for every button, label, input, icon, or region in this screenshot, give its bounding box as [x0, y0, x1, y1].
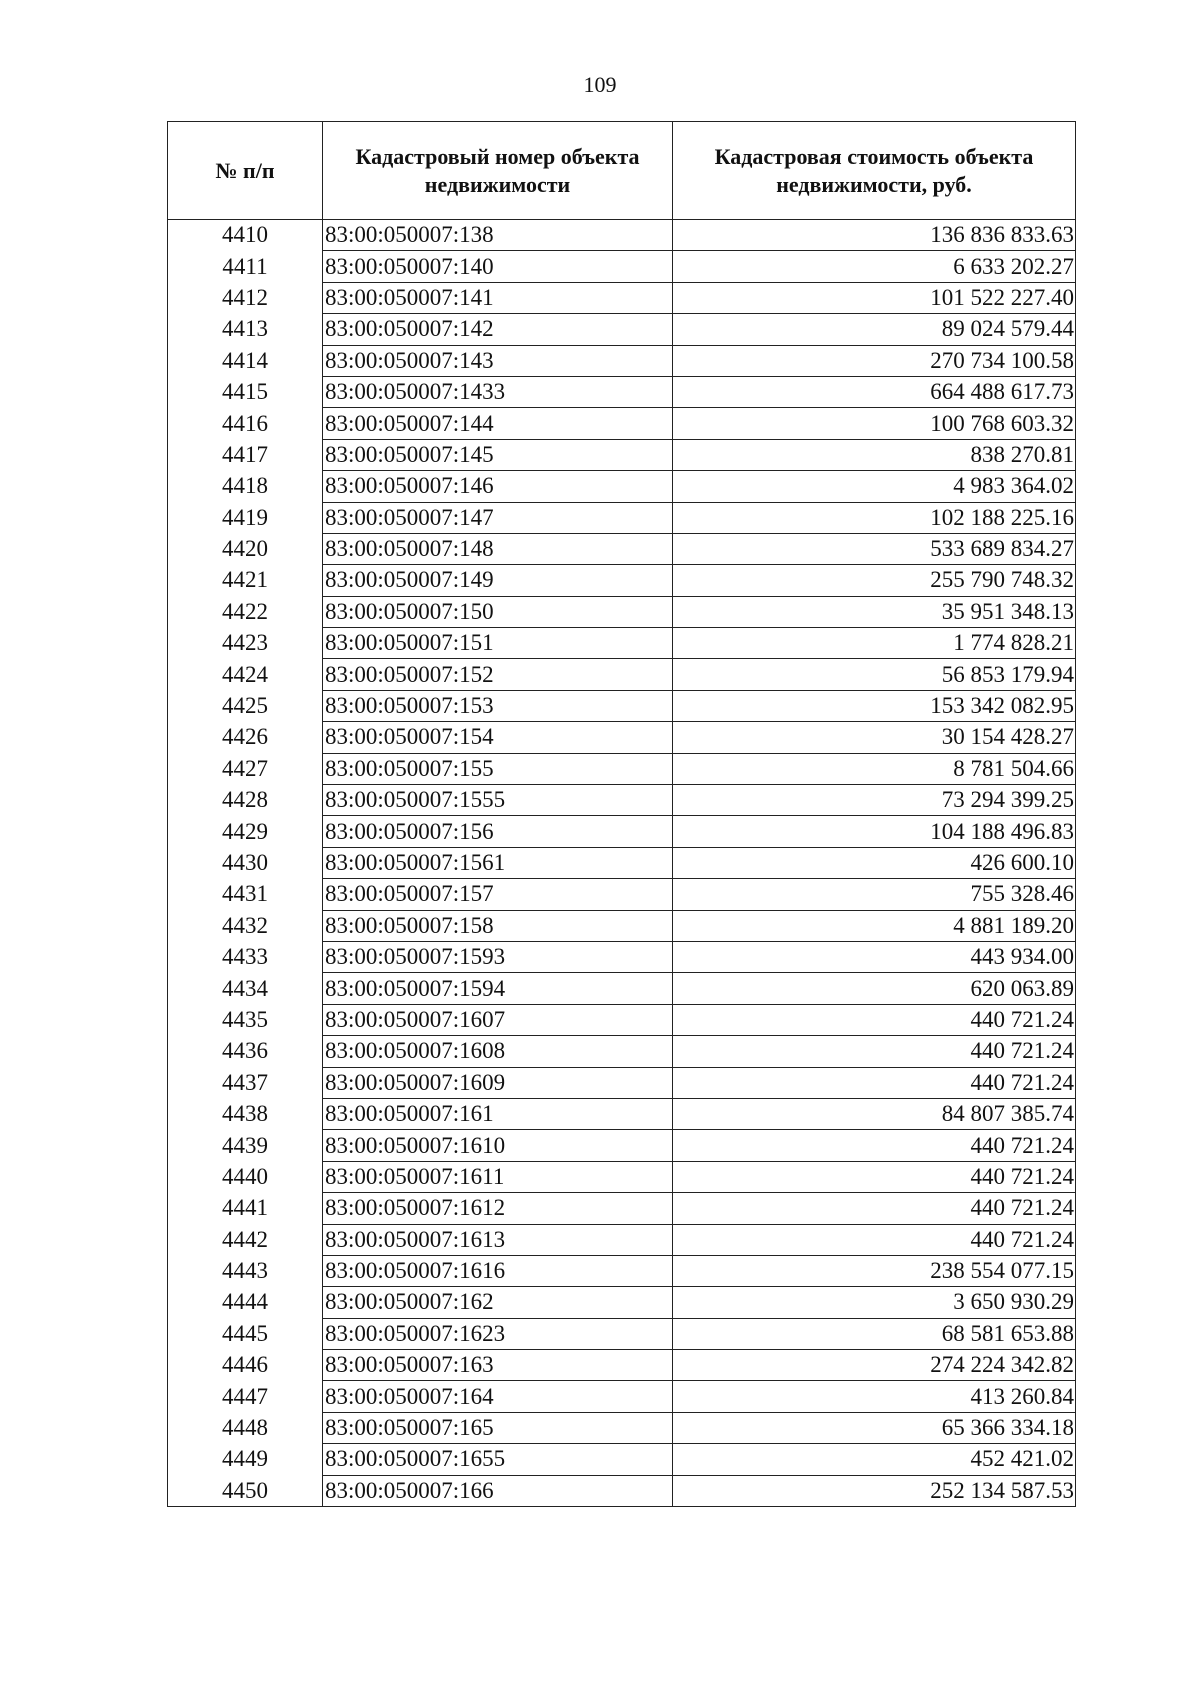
cadastral-value-cell: 426 600.10 — [673, 847, 1076, 878]
table-row — [168, 1381, 1076, 1412]
cadastral-value-cell: 252 134 587.53 — [673, 1475, 1076, 1506]
cadastral-number-cell: 83:00:050007:1593 — [323, 941, 673, 972]
cadastral-value-table — [167, 121, 1076, 1507]
cadastral-value-cell: 255 790 748.32 — [673, 565, 1076, 596]
cadastral-value-cell: 35 951 348.13 — [673, 596, 1076, 627]
cadastral-number-cell: 83:00:050007:157 — [323, 879, 673, 910]
table-row — [168, 1350, 1076, 1381]
cadastral-value-cell: 440 721.24 — [673, 1036, 1076, 1067]
cadastral-number-cell: 83:00:050007:1623 — [323, 1318, 673, 1349]
table-row — [168, 1036, 1076, 1067]
column-header-number: № п/п — [168, 122, 323, 220]
row-number-cell: 4436 — [168, 1036, 323, 1067]
cadastral-value-cell: 104 188 496.83 — [673, 816, 1076, 847]
table-row — [168, 690, 1076, 721]
cadastral-number-cell: 83:00:050007:163 — [323, 1350, 673, 1381]
table-body — [168, 220, 1076, 1507]
cadastral-number-cell: 83:00:050007:1613 — [323, 1224, 673, 1255]
cadastral-number-cell: 83:00:050007:154 — [323, 722, 673, 753]
cadastral-value-cell: 270 734 100.58 — [673, 345, 1076, 376]
cadastral-value-cell: 30 154 428.27 — [673, 722, 1076, 753]
row-number-cell: 4435 — [168, 1004, 323, 1035]
table-row — [168, 1412, 1076, 1443]
cadastral-value-cell: 101 522 227.40 — [673, 282, 1076, 313]
cadastral-value-cell: 6 633 202.27 — [673, 251, 1076, 282]
row-number-cell: 4431 — [168, 879, 323, 910]
row-number-cell: 4428 — [168, 785, 323, 816]
cadastral-value-cell: 153 342 082.95 — [673, 690, 1076, 721]
row-number-cell: 4414 — [168, 345, 323, 376]
row-number-cell: 4449 — [168, 1444, 323, 1475]
row-number-cell: 4419 — [168, 502, 323, 533]
cadastral-number-cell: 83:00:050007:156 — [323, 816, 673, 847]
cadastral-value-cell: 440 721.24 — [673, 1004, 1076, 1035]
cadastral-value-cell: 4 983 364.02 — [673, 471, 1076, 502]
cadastral-number-cell: 83:00:050007:155 — [323, 753, 673, 784]
table-row — [168, 565, 1076, 596]
table-row — [168, 1067, 1076, 1098]
cadastral-value-cell: 664 488 617.73 — [673, 376, 1076, 407]
cadastral-value-cell: 4 881 189.20 — [673, 910, 1076, 941]
row-number-cell: 4442 — [168, 1224, 323, 1255]
table-row — [168, 1444, 1076, 1475]
cadastral-number-cell: 83:00:050007:166 — [323, 1475, 673, 1506]
cadastral-value-cell: 8 781 504.66 — [673, 753, 1076, 784]
cadastral-value-cell: 73 294 399.25 — [673, 785, 1076, 816]
row-number-cell: 4433 — [168, 941, 323, 972]
row-number-cell: 4430 — [168, 847, 323, 878]
table-row — [168, 722, 1076, 753]
table-row — [168, 471, 1076, 502]
row-number-cell: 4418 — [168, 471, 323, 502]
cadastral-value-cell: 274 224 342.82 — [673, 1350, 1076, 1381]
row-number-cell: 4421 — [168, 565, 323, 596]
cadastral-value-cell: 84 807 385.74 — [673, 1098, 1076, 1129]
table-row — [168, 596, 1076, 627]
row-number-cell: 4440 — [168, 1161, 323, 1192]
cadastral-number-cell: 83:00:050007:140 — [323, 251, 673, 282]
cadastral-number-cell: 83:00:050007:142 — [323, 314, 673, 345]
table-header-row — [168, 122, 1076, 220]
cadastral-number-cell: 83:00:050007:1433 — [323, 376, 673, 407]
table-row — [168, 1475, 1076, 1506]
cadastral-value-cell: 68 581 653.88 — [673, 1318, 1076, 1349]
row-number-cell: 4448 — [168, 1412, 323, 1443]
cadastral-value-cell: 413 260.84 — [673, 1381, 1076, 1412]
cadastral-number-cell: 83:00:050007:1607 — [323, 1004, 673, 1035]
table-row — [168, 628, 1076, 659]
table-row — [168, 376, 1076, 407]
table-row — [168, 314, 1076, 345]
table-row — [168, 941, 1076, 972]
cadastral-value-cell: 533 689 834.27 — [673, 533, 1076, 564]
row-number-cell: 4426 — [168, 722, 323, 753]
row-number-cell: 4445 — [168, 1318, 323, 1349]
cadastral-number-cell: 83:00:050007:152 — [323, 659, 673, 690]
row-number-cell: 4450 — [168, 1475, 323, 1506]
cadastral-value-cell: 65 366 334.18 — [673, 1412, 1076, 1443]
cadastral-number-cell: 83:00:050007:138 — [323, 220, 673, 251]
table-row — [168, 1098, 1076, 1129]
table-row — [168, 1161, 1076, 1192]
cadastral-number-cell: 83:00:050007:1609 — [323, 1067, 673, 1098]
table-row — [168, 1193, 1076, 1224]
row-number-cell: 4425 — [168, 690, 323, 721]
row-number-cell: 4416 — [168, 408, 323, 439]
cadastral-number-cell: 83:00:050007:1608 — [323, 1036, 673, 1067]
cadastral-number-cell: 83:00:050007:1655 — [323, 1444, 673, 1475]
row-number-cell: 4412 — [168, 282, 323, 313]
table-row — [168, 408, 1076, 439]
cadastral-value-cell: 89 024 579.44 — [673, 314, 1076, 345]
row-number-cell: 4420 — [168, 533, 323, 564]
cadastral-value-cell: 440 721.24 — [673, 1193, 1076, 1224]
table-row — [168, 502, 1076, 533]
row-number-cell: 4417 — [168, 439, 323, 470]
cadastral-value-cell: 136 836 833.63 — [673, 220, 1076, 251]
cadastral-value-cell: 102 188 225.16 — [673, 502, 1076, 533]
cadastral-number-cell: 83:00:050007:144 — [323, 408, 673, 439]
row-number-cell: 4424 — [168, 659, 323, 690]
column-header-cadastral-value: Кадастровая стоимость объекта недвижимости, руб. — [673, 122, 1076, 220]
table-row — [168, 879, 1076, 910]
table-row — [168, 753, 1076, 784]
table-row — [168, 1287, 1076, 1318]
row-number-cell: 4441 — [168, 1193, 323, 1224]
cadastral-number-cell: 83:00:050007:147 — [323, 502, 673, 533]
row-number-cell: 4447 — [168, 1381, 323, 1412]
table-row — [168, 439, 1076, 470]
cadastral-number-cell: 83:00:050007:162 — [323, 1287, 673, 1318]
row-number-cell: 4427 — [168, 753, 323, 784]
row-number-cell: 4439 — [168, 1130, 323, 1161]
cadastral-value-cell: 620 063.89 — [673, 973, 1076, 1004]
cadastral-number-cell: 83:00:050007:158 — [323, 910, 673, 941]
row-number-cell: 4423 — [168, 628, 323, 659]
table-header — [168, 122, 1076, 220]
cadastral-number-cell: 83:00:050007:149 — [323, 565, 673, 596]
table-row — [168, 1224, 1076, 1255]
table-row — [168, 785, 1076, 816]
row-number-cell: 4411 — [168, 251, 323, 282]
cadastral-number-cell: 83:00:050007:1610 — [323, 1130, 673, 1161]
row-number-cell: 4438 — [168, 1098, 323, 1129]
table-row — [168, 1318, 1076, 1349]
cadastral-value-cell: 440 721.24 — [673, 1161, 1076, 1192]
cadastral-number-cell: 83:00:050007:1616 — [323, 1255, 673, 1286]
table-row — [168, 282, 1076, 313]
cadastral-value-cell: 56 853 179.94 — [673, 659, 1076, 690]
cadastral-number-cell: 83:00:050007:1594 — [323, 973, 673, 1004]
row-number-cell: 4434 — [168, 973, 323, 1004]
table-row — [168, 659, 1076, 690]
cadastral-number-cell: 83:00:050007:145 — [323, 439, 673, 470]
cadastral-number-cell: 83:00:050007:141 — [323, 282, 673, 313]
cadastral-value-cell: 3 650 930.29 — [673, 1287, 1076, 1318]
cadastral-number-cell: 83:00:050007:161 — [323, 1098, 673, 1129]
cadastral-value-cell: 838 270.81 — [673, 439, 1076, 470]
row-number-cell: 4437 — [168, 1067, 323, 1098]
table-row — [168, 816, 1076, 847]
row-number-cell: 4443 — [168, 1255, 323, 1286]
cadastral-number-cell: 83:00:050007:164 — [323, 1381, 673, 1412]
cadastral-number-cell: 83:00:050007:143 — [323, 345, 673, 376]
row-number-cell: 4410 — [168, 220, 323, 251]
row-number-cell: 4429 — [168, 816, 323, 847]
page-number: 109 — [583, 72, 617, 97]
table-row — [168, 1004, 1076, 1035]
cadastral-number-cell: 83:00:050007:1612 — [323, 1193, 673, 1224]
table-row — [168, 345, 1076, 376]
cadastral-number-cell: 83:00:050007:1561 — [323, 847, 673, 878]
table-row — [168, 973, 1076, 1004]
cadastral-number-cell: 83:00:050007:1555 — [323, 785, 673, 816]
cadastral-value-cell: 440 721.24 — [673, 1067, 1076, 1098]
cadastral-number-cell: 83:00:050007:146 — [323, 471, 673, 502]
cadastral-value-cell: 452 421.02 — [673, 1444, 1076, 1475]
table-row — [168, 220, 1076, 251]
cadastral-number-cell: 83:00:050007:165 — [323, 1412, 673, 1443]
cadastral-value-cell: 755 328.46 — [673, 879, 1076, 910]
cadastral-number-cell: 83:00:050007:151 — [323, 628, 673, 659]
table-row — [168, 847, 1076, 878]
cadastral-value-cell: 443 934.00 — [673, 941, 1076, 972]
cadastral-value-cell: 440 721.24 — [673, 1130, 1076, 1161]
cadastral-number-cell: 83:00:050007:1611 — [323, 1161, 673, 1192]
column-header-cadastral-number: Кадастровый номер объекта недвижимости — [323, 122, 673, 220]
cadastral-number-cell: 83:00:050007:153 — [323, 690, 673, 721]
row-number-cell: 4413 — [168, 314, 323, 345]
table-row — [168, 251, 1076, 282]
cadastral-value-cell: 238 554 077.15 — [673, 1255, 1076, 1286]
cadastral-number-cell: 83:00:050007:148 — [323, 533, 673, 564]
row-number-cell: 4432 — [168, 910, 323, 941]
cadastral-number-cell: 83:00:050007:150 — [323, 596, 673, 627]
row-number-cell: 4415 — [168, 376, 323, 407]
row-number-cell: 4446 — [168, 1350, 323, 1381]
table-row — [168, 1130, 1076, 1161]
row-number-cell: 4422 — [168, 596, 323, 627]
cadastral-value-cell: 100 768 603.32 — [673, 408, 1076, 439]
table-row — [168, 533, 1076, 564]
cadastral-value-cell: 440 721.24 — [673, 1224, 1076, 1255]
cadastral-value-cell: 1 774 828.21 — [673, 628, 1076, 659]
row-number-cell: 4444 — [168, 1287, 323, 1318]
table-row — [168, 910, 1076, 941]
table-row — [168, 1255, 1076, 1286]
